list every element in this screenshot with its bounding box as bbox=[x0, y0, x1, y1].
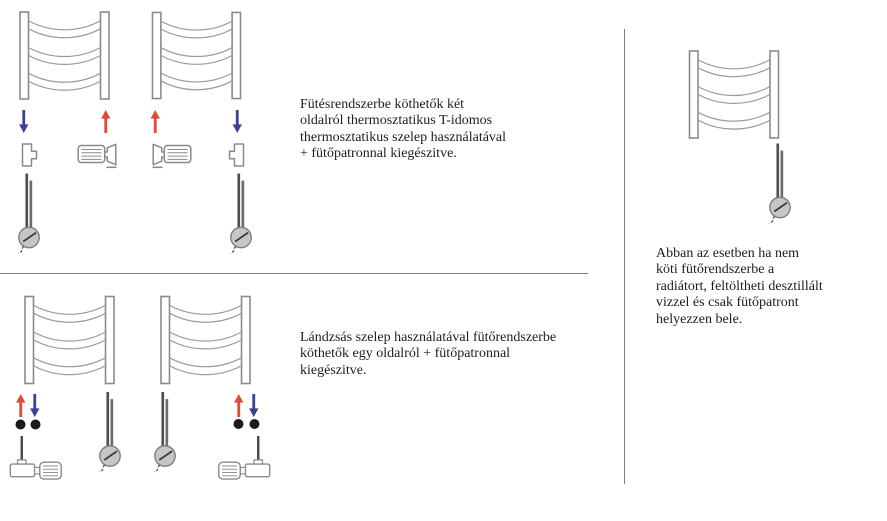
lance-valve-icon bbox=[10, 436, 61, 479]
horizontal-divider bbox=[0, 273, 588, 274]
caption-line: Lándzsás szelep használatával fütőrendszerbe bbox=[300, 330, 557, 345]
connection-dot bbox=[16, 420, 26, 430]
thermostatic-valve-icon bbox=[153, 144, 191, 167]
towel-radiator-icon bbox=[20, 12, 109, 99]
caption-line: thermosztatikus szelep használatával bbox=[300, 129, 507, 145]
caption-line: Abban az esetben ha nem bbox=[656, 246, 800, 261]
heating-cartridge-icon bbox=[769, 144, 790, 224]
caption-line: radiátort, feltöltheti desztillált bbox=[656, 278, 823, 294]
caption-line: oldalról thermosztatikus T-idomos bbox=[300, 113, 493, 129]
t-valve-icon bbox=[23, 144, 37, 166]
flow-up-arrow-icon bbox=[101, 110, 110, 133]
caption-line: köthetők egy oldalról + fütőpatronnal bbox=[300, 346, 511, 362]
caption-two-sided bbox=[300, 97, 506, 163]
return-down-arrow-icon bbox=[249, 394, 258, 417]
towel-radiator-icon bbox=[690, 51, 779, 138]
caption-standalone bbox=[656, 246, 823, 328]
towel-radiator-icon bbox=[152, 12, 240, 98]
caption-line: vizzel és csak fütőpatront bbox=[656, 295, 799, 311]
towel-radiator-icon bbox=[25, 296, 114, 383]
vertical-divider bbox=[624, 29, 625, 484]
connection-dot bbox=[250, 419, 260, 429]
heating-cartridge-icon bbox=[230, 174, 251, 254]
flow-up-arrow-icon bbox=[151, 110, 160, 133]
flow-up-arrow-icon bbox=[16, 394, 25, 417]
caption-line: Fütésrendszerbe köthetők két bbox=[300, 97, 465, 112]
caption-line: köti fütőrendszerbe a bbox=[656, 262, 775, 278]
connection-dot bbox=[31, 420, 41, 430]
flow-up-arrow-icon bbox=[234, 394, 243, 417]
thermostatic-valve-icon bbox=[78, 144, 116, 167]
heating-cartridge-icon bbox=[154, 392, 175, 472]
towel-radiator-icon bbox=[161, 296, 250, 383]
caption-one-sided bbox=[300, 330, 556, 379]
heating-cartridge-icon bbox=[99, 392, 120, 472]
heating-cartridge-icon bbox=[18, 174, 39, 254]
connection-dot bbox=[234, 419, 244, 429]
caption-line: kiegészitve. bbox=[300, 362, 367, 378]
lance-valve-icon bbox=[219, 436, 270, 479]
caption-line: helyezzen bele. bbox=[656, 311, 743, 327]
t-valve-icon bbox=[230, 144, 244, 166]
caption-line: + fütőpatronnal kiegészitve. bbox=[300, 146, 457, 162]
return-down-arrow-icon bbox=[30, 394, 39, 417]
return-down-arrow-icon bbox=[233, 110, 242, 133]
return-down-arrow-icon bbox=[19, 110, 28, 133]
